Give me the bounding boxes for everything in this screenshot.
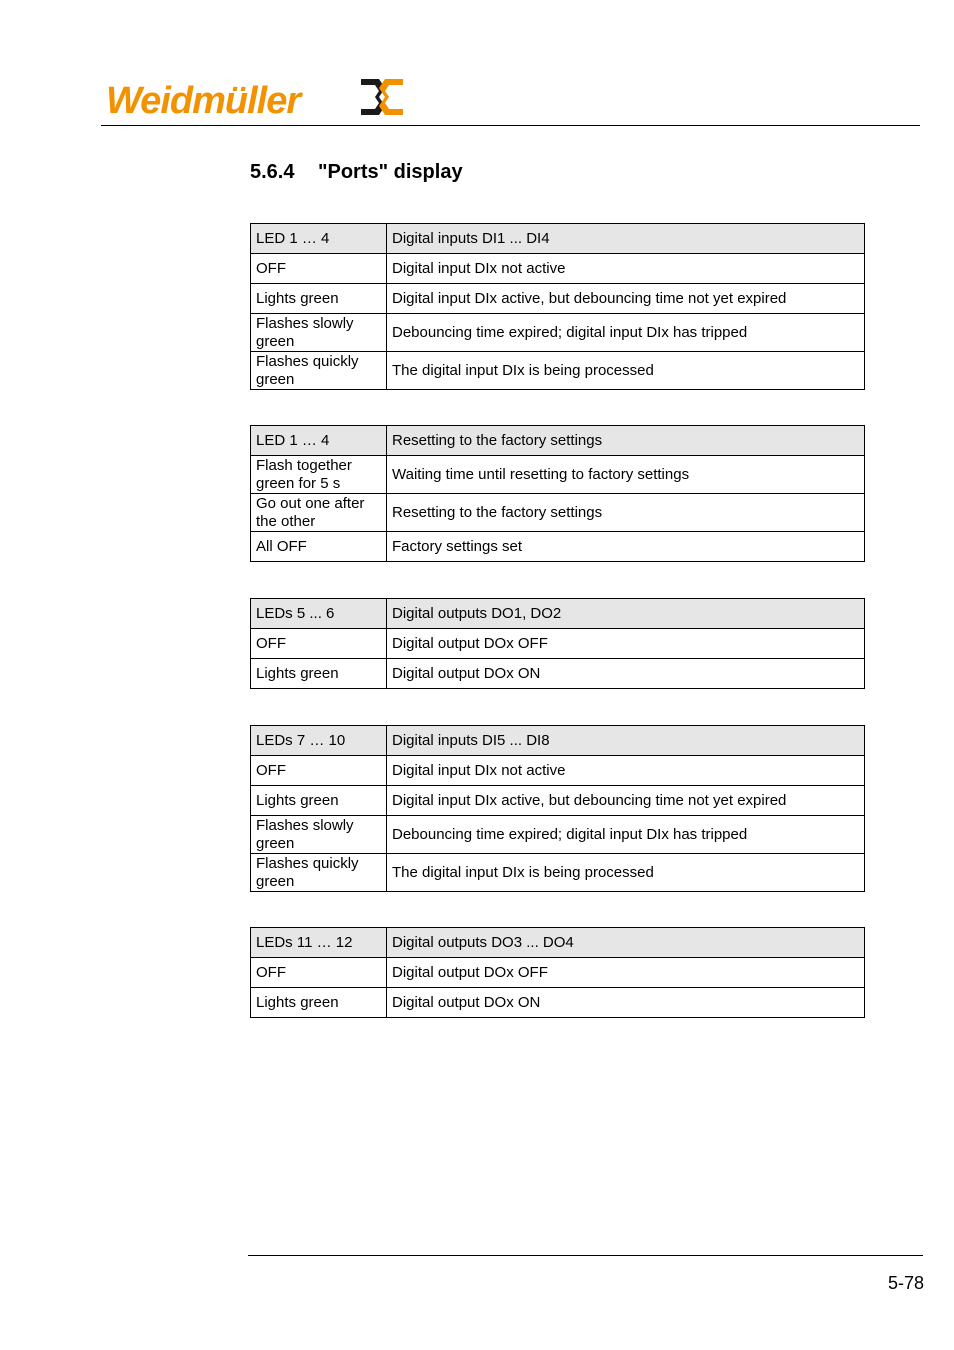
table-header-cell: Digital outputs DO3 ... DO4 [387,928,865,958]
table-header-cell: Digital inputs DI5 ... DI8 [387,726,865,756]
footer-rule [248,1255,923,1256]
table-header-cell: LEDs 11 … 12 [251,928,387,958]
table-row [251,254,865,284]
table-header-cell: LEDs 7 … 10 [251,726,387,756]
table-header-cell: Resetting to the factory settings [387,426,865,456]
table-header-row [251,726,865,756]
meaning-cell: Digital output DOx ON [387,988,865,1018]
table-row [251,352,865,390]
table-row [251,988,865,1018]
table-row [251,756,865,786]
header-rule [101,125,920,126]
led-state-cell: Lights green [251,659,387,689]
meaning-cell: Digital output DOx OFF [387,629,865,659]
company-logo-text: Weidmüller [106,80,301,122]
led-state-cell: Lights green [251,786,387,816]
meaning-cell: Debouncing time expired; digital input DIx has tripped [387,816,865,854]
meaning-cell: Digital input DIx not active [387,254,865,284]
table-row [251,314,865,352]
meaning-cell: Factory settings set [387,532,865,562]
table-header-cell: LED 1 … 4 [251,426,387,456]
table-row [251,284,865,314]
table-row [251,659,865,689]
meaning-cell: Digital input DIx not active [387,756,865,786]
table-row [251,629,865,659]
table-header-cell: Digital outputs DO1, DO2 [387,599,865,629]
led-state-cell: Flashes slowly green [251,816,387,854]
weidmuller-logo-icon [359,76,405,118]
table-row [251,958,865,988]
led-table-do1-do2 [250,598,865,689]
table-header-cell: LEDs 5 ... 6 [251,599,387,629]
led-state-cell: Flashes slowly green [251,314,387,352]
page-number: 5-78 [887,1273,924,1293]
table-row [251,786,865,816]
led-state-cell: Go out one after the other [251,494,387,532]
led-state-cell: OFF [251,629,387,659]
led-state-cell: Lights green [251,988,387,1018]
meaning-cell: Digital output DOx ON [387,659,865,689]
table-row [251,532,865,562]
led-table-do3-do4 [250,927,865,1018]
meaning-cell: Digital input DIx active, but debouncing time not yet expired [387,284,865,314]
led-state-cell: Flashes quickly green [251,854,387,892]
table-header-cell: Digital inputs DI1 ... DI4 [387,224,865,254]
led-table-di1-di4 [250,223,865,390]
led-state-cell: All OFF [251,532,387,562]
table-header-row [251,928,865,958]
table-row [251,494,865,532]
led-state-cell: Flash together green for 5 s [251,456,387,494]
led-state-cell: Lights green [251,284,387,314]
led-state-cell: Flashes quickly green [251,352,387,390]
led-state-cell: OFF [251,756,387,786]
meaning-cell: Waiting time until resetting to factory settings [387,456,865,494]
led-state-cell: OFF [251,958,387,988]
table-header-row [251,224,865,254]
led-state-cell: OFF [251,254,387,284]
led-table-factory-reset [250,425,865,562]
table-header-row [251,426,865,456]
section-title: "Ports" display [318,161,463,183]
meaning-cell: Digital input DIx active, but debouncing time not yet expired [387,786,865,816]
led-table-di5-di8 [250,725,865,892]
meaning-cell: Digital output DOx OFF [387,958,865,988]
meaning-cell: The digital input DIx is being processed [387,854,865,892]
table-row [251,456,865,494]
section-number: 5.6.4 [250,161,295,183]
table-header-cell: LED 1 … 4 [251,224,387,254]
meaning-cell: Debouncing time expired; digital input DIx has tripped [387,314,865,352]
table-header-row [251,599,865,629]
table-row [251,854,865,892]
meaning-cell: The digital input DIx is being processed [387,352,865,390]
section-heading [250,158,463,186]
meaning-cell: Resetting to the factory settings [387,494,865,532]
table-row [251,816,865,854]
